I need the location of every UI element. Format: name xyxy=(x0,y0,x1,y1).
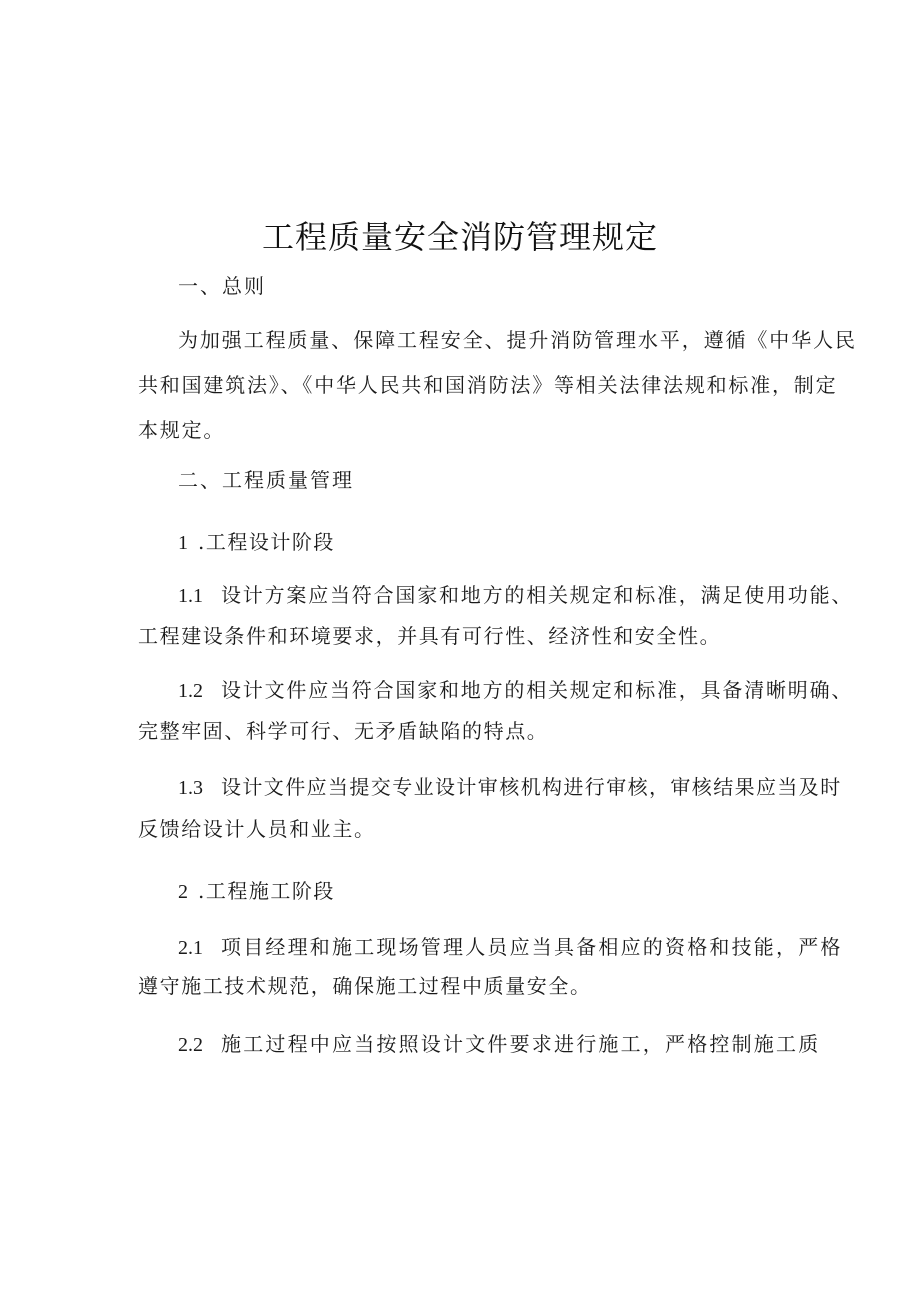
subsection-heading-design xyxy=(178,528,335,557)
item-text: 施工过程中应当按照设计文件要求进行施工，严格控制施工质 xyxy=(221,1032,821,1056)
item-text: 项目经理和施工现场管理人员应当具备相应的资格和技能，严格 xyxy=(221,935,843,959)
subsection-heading-construction xyxy=(178,877,335,906)
general-para-line-1 xyxy=(178,326,857,354)
item-number: 1.1 xyxy=(178,585,203,607)
text-segment: 为加强工程质量、保障工程安全、提升消防管理水平，遵循《中华人民 xyxy=(178,328,857,352)
item-1-1-line-1 xyxy=(178,581,853,610)
item-1-3-line-1 xyxy=(178,773,842,802)
item-1-3-line-2: 反馈给设计人员和业主。 xyxy=(138,817,376,841)
item-number: 1.2 xyxy=(178,680,203,702)
item-2-2-line-1 xyxy=(178,1030,820,1059)
subsection-number: 1 xyxy=(178,532,188,554)
item-1-1-line-2: 工程建设条件和环境要求，并具有可行性、经济性和安全性。 xyxy=(138,624,722,648)
item-1-2-line-1 xyxy=(178,676,853,705)
item-number: 2.1 xyxy=(178,937,203,959)
general-para-line-3: 本规定。 xyxy=(138,418,226,442)
item-2-1-line-1 xyxy=(178,933,843,962)
item-1-2-line-2: 完整牢固、科学可行、无矛盾缺陷的特点。 xyxy=(138,719,549,743)
subsection-title: .工程设计阶段 xyxy=(198,530,335,554)
item-text: 设计文件应当符合国家和地方的相关规定和标准，具备清晰明确、 xyxy=(221,678,854,702)
section-heading-quality: 二、工程质量管理 xyxy=(178,468,354,492)
document-title: 工程质量安全消防管理规定 xyxy=(261,218,658,256)
subsection-number: 2 xyxy=(178,881,188,903)
item-text: 设计方案应当符合国家和地方的相关规定和标准，满足使用功能、 xyxy=(221,583,854,607)
item-text: 设计文件应当提交专业设计审核机构进行审核，审核结果应当及时 xyxy=(221,775,842,799)
item-number: 2.2 xyxy=(178,1034,203,1056)
item-number: 1.3 xyxy=(178,777,203,799)
item-2-1-line-2: 遵守施工技术规范，确保施工过程中质量安全。 xyxy=(138,974,592,998)
general-para-line-2: 共和国建筑法》、《中华人民共和国消防法》等相关法律法规和标准，制定 xyxy=(138,373,838,397)
section-heading-general: 一、总则 xyxy=(178,274,266,298)
subsection-title: .工程施工阶段 xyxy=(198,879,335,903)
